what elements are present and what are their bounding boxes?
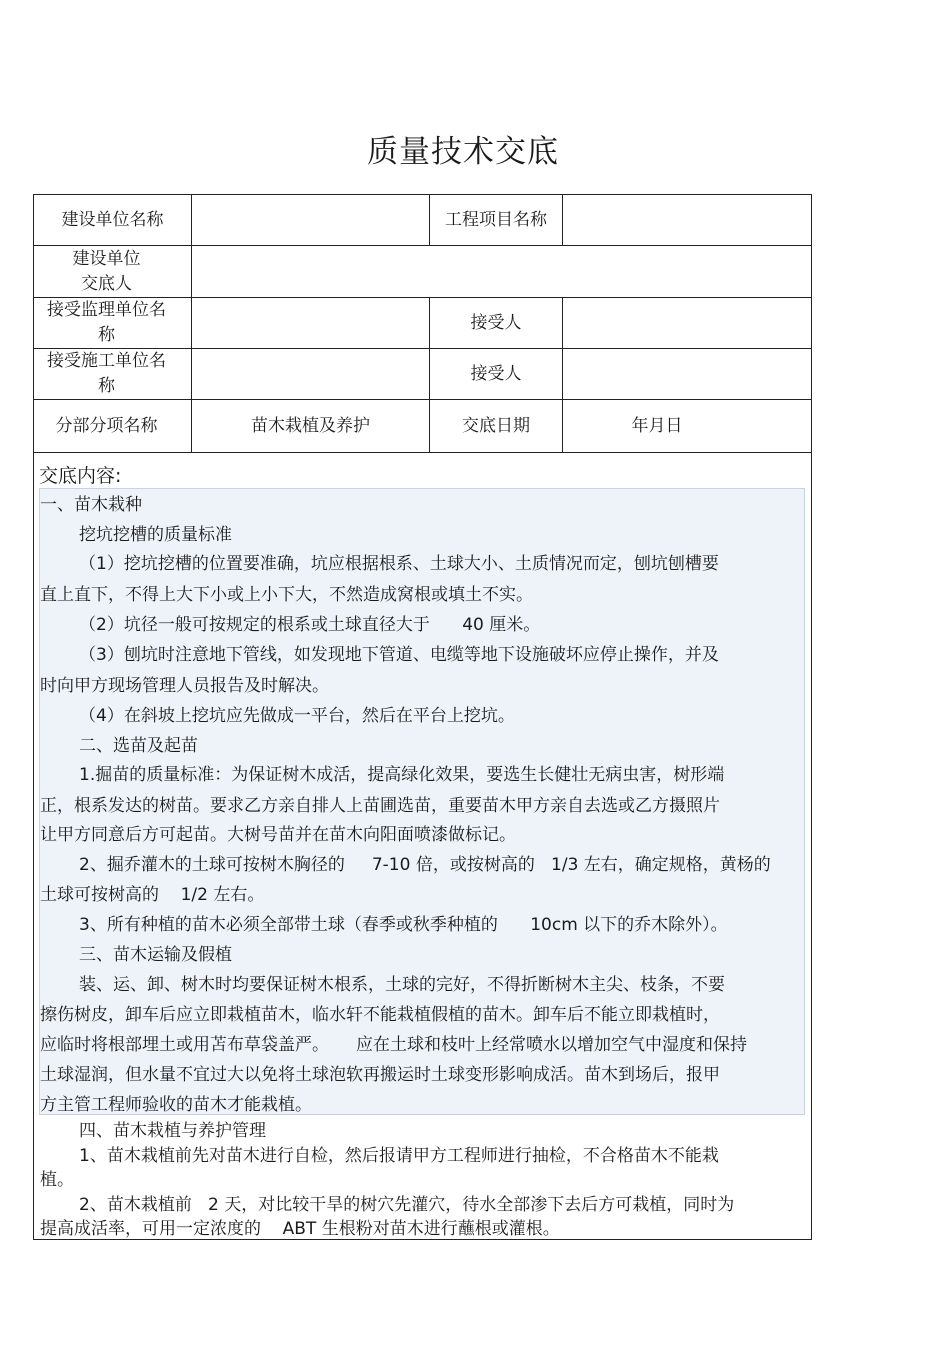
cell-project-name-label: 工程项目名称 (445, 209, 547, 230)
content-line: （3）刨坑时注意地下管线，如发现地下管道、电缆等地下设施破坏应停止操作，并及 (79, 645, 719, 665)
cell-contractor-receiver-label: 接受人 (470, 363, 522, 384)
content-line: 二、选苗及起苗 (79, 736, 198, 756)
cell-handover-person-value[interactable] (192, 246, 811, 297)
cell-handover-date-label: 交底日期 (462, 415, 530, 436)
cell-subproject-label: 分部分项名称 (55, 415, 158, 436)
content-line: 四、苗木栽植与养护管理 (79, 1121, 266, 1141)
document-title: 质量技术交底 (367, 134, 559, 170)
content-line: （2）坑径一般可按规定的根系或土球直径大于 40 厘米。 (79, 615, 541, 635)
content-line: 2、苗木栽植前 2 天，对比较干旱的树穴先灌穴，待水全部渗下去后方可栽植，同时为 (79, 1195, 735, 1215)
cell-supervision-receiver-label: 接受人 (470, 312, 522, 333)
cell-supervision-receiver-value[interactable] (563, 298, 811, 348)
cell-handover-person-label (34, 246, 179, 297)
cell-project-name-value[interactable] (563, 195, 811, 245)
content-line: 提高成活率，可用一定浓度的 ABT 生根粉对苗木进行蘸根或灌根。 (40, 1219, 560, 1239)
content-line: 土球湿润，但水量不宜过大以免将土球泡软再搬运时土球变形影响成活。苗木到场后，报甲 (40, 1065, 720, 1085)
label-line: 称 (98, 376, 115, 396)
content-line: 直上直下，不得上大下小或上小下大，不然造成窝根或填土不实。 (40, 585, 533, 605)
content-line: 挖坑挖槽的质量标准 (79, 525, 232, 545)
table-rule (33, 452, 812, 453)
cell-construction-unit-value[interactable] (192, 195, 429, 245)
cell-contractor-unit-value[interactable] (192, 349, 429, 399)
content-line: 让甲方同意后方可起苗。大树号苗并在苗木向阳面喷漆做标记。 (40, 825, 516, 845)
content-line: 正，根系发达的树苗。要求乙方亲自排人上苗圃选苗，重要苗木甲方亲自去选或乙方摄照片 (40, 796, 720, 816)
content-line: 一、苗木栽种 (40, 495, 142, 515)
cell-handover-date-value: 年月日 (631, 415, 683, 436)
content-line: 应临时将根部埋土或用苫布草袋盖严。 应在土球和枝叶上经常喷水以增加空气中湿度和保持 (40, 1035, 748, 1055)
label-line: 接受施工单位名 (47, 351, 166, 371)
content-line: （4）在斜坡上挖坑应先做成一平台，然后在平台上挖坑。 (79, 706, 515, 726)
content-line: 1、苗木栽植前先对苗木进行自检，然后报请甲方工程师进行抽检，不合格苗木不能栽 (79, 1146, 719, 1166)
cell-construction-unit-label: 建设单位名称 (61, 209, 164, 230)
content-line: 土球可按树高的 1/2 左右。 (40, 885, 265, 905)
cell-subproject-value: 苗木栽植及养护 (251, 415, 370, 436)
cell-supervision-unit-label (34, 298, 179, 348)
content-line: 时向甲方现场管理人员报告及时解决。 (40, 676, 329, 696)
content-line: 1.掘苗的质量标准：为保证树木成活，提高绿化效果，要选生长健壮无病虫害，树形端 (79, 765, 725, 785)
content-line: （1）挖坑挖槽的位置要准确，坑应根据根系、土球大小、土质情况而定，刨坑刨槽要 (79, 554, 719, 574)
content-line: 植。 (40, 1170, 74, 1190)
cell-contractor-receiver-value[interactable] (563, 349, 811, 399)
content-line: 擦伤树皮，卸车后应立即栽植苗木，临水轩不能栽植假植的苗木。卸车后不能立即栽植时， (40, 1005, 720, 1025)
label-line: 建设单位 (72, 248, 141, 269)
label-line: 称 (98, 325, 115, 345)
content-line: 3、所有种植的苗木必须全部带土球（春季或秋季种植的 10cm 以下的乔木除外）。 (79, 915, 728, 935)
cell-contractor-unit-label (34, 349, 179, 399)
content-line: 方主管工程师验收的苗木才能栽植。 (40, 1095, 312, 1115)
content-heading: 交底内容: (39, 465, 122, 487)
cell-supervision-unit-value[interactable] (192, 298, 429, 348)
label-line: 接受监理单位名 (47, 300, 166, 320)
content-line: 2、掘乔灌木的土球可按树木胸径的 7-10 倍，或按树高的 1/3 左右，确定规格，黄杨的 (79, 855, 771, 875)
label-line: 交底人 (81, 273, 132, 294)
content-line: 装、运、卸、树木时均要保证树木根系，土球的完好，不得折断树木主尖、枝条，不要 (79, 975, 725, 995)
content-line: 三、苗木运输及假植 (79, 945, 232, 965)
